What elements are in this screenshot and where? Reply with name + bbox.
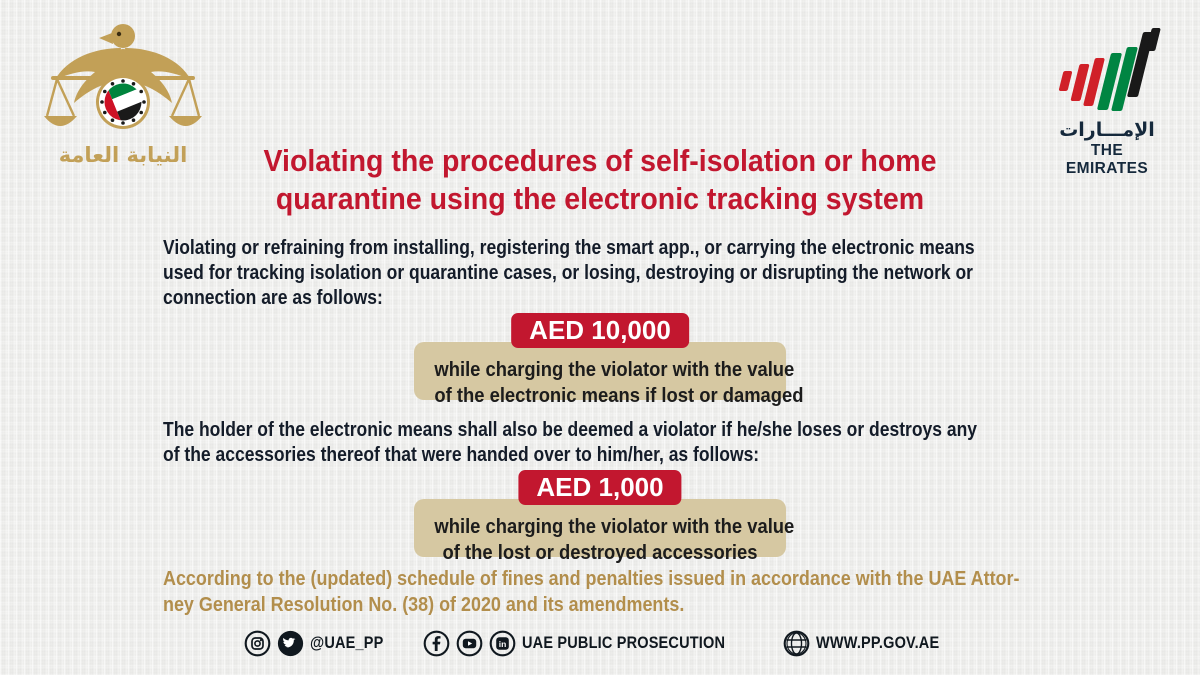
bar-red-1: [1059, 71, 1073, 91]
twitter-icon: [277, 630, 304, 657]
fine-note-line: while charging the violator with the value: [434, 359, 795, 381]
paragraph-line: of the accessories thereof that were handed over to him/her, as follows:: [163, 444, 760, 466]
fine-note-line: while charging the violator with the value: [434, 516, 795, 538]
globe-icon: [783, 630, 810, 657]
emirates-logo: [1048, 28, 1166, 177]
fine-amount-badge-1: AED 10,000: [511, 313, 689, 348]
social-handle-group: [244, 630, 394, 657]
violation-paragraph-1: [163, 236, 1091, 311]
fine-note-1: [414, 342, 804, 407]
emirates-arabic-name: الإمـــارات: [1059, 119, 1155, 141]
svg-text:in: in: [498, 639, 507, 649]
social-handle: @UAE_PP: [309, 634, 384, 652]
website-url: WWW.PP.GOV.AE: [816, 634, 940, 652]
instagram-icon: [244, 630, 271, 657]
fine-note-line: of the electronic means if lost or damaged: [434, 385, 804, 407]
paragraph-line: connection are as follows:: [163, 287, 383, 309]
title-line-1: Violating the procedures of self-isolation or home: [263, 143, 937, 178]
page-title: [0, 142, 1200, 218]
org-name: UAE PUBLIC PROSECUTION: [522, 634, 726, 652]
footer: [0, 630, 1200, 657]
paragraph-line: used for tracking isolation or quarantine cases, or losing, destroying or disrupting the network or: [163, 262, 973, 284]
paragraph-line: Violating or refraining from installing, registering the smart app., or carrying the electronic means: [163, 237, 975, 259]
disclaimer-line: ney General Resolution No. (38) of 2020 and its amendments.: [163, 593, 685, 616]
facebook-icon: [423, 630, 450, 657]
emirates-english-name: THE EMIRATES: [1065, 142, 1149, 177]
fine-note-line: of the lost or destroyed accessories: [442, 542, 758, 564]
linkedin-icon: [489, 630, 516, 657]
youtube-icon: [456, 630, 483, 657]
emirates-bars-icon: [1053, 28, 1161, 116]
violation-paragraph-2: [163, 418, 1093, 468]
paragraph-line: The holder of the electronic means shall also be deemed a violator if he/she loses or destroys any: [163, 419, 978, 441]
fine-amount-badge-2: AED 1,000: [518, 470, 681, 505]
legal-disclaimer: [163, 566, 1142, 618]
website-group: [783, 630, 956, 657]
fine-note-2: [414, 499, 795, 564]
disclaimer-line: According to the (updated) schedule of fines and penalties issued in accordance with the UAE Attor-: [163, 567, 1020, 590]
title-line-2: quarantine using the electronic tracking system: [275, 181, 925, 216]
org-social-group: [423, 630, 753, 657]
pp-logo-arabic-name: النيابة العامة: [58, 143, 188, 167]
